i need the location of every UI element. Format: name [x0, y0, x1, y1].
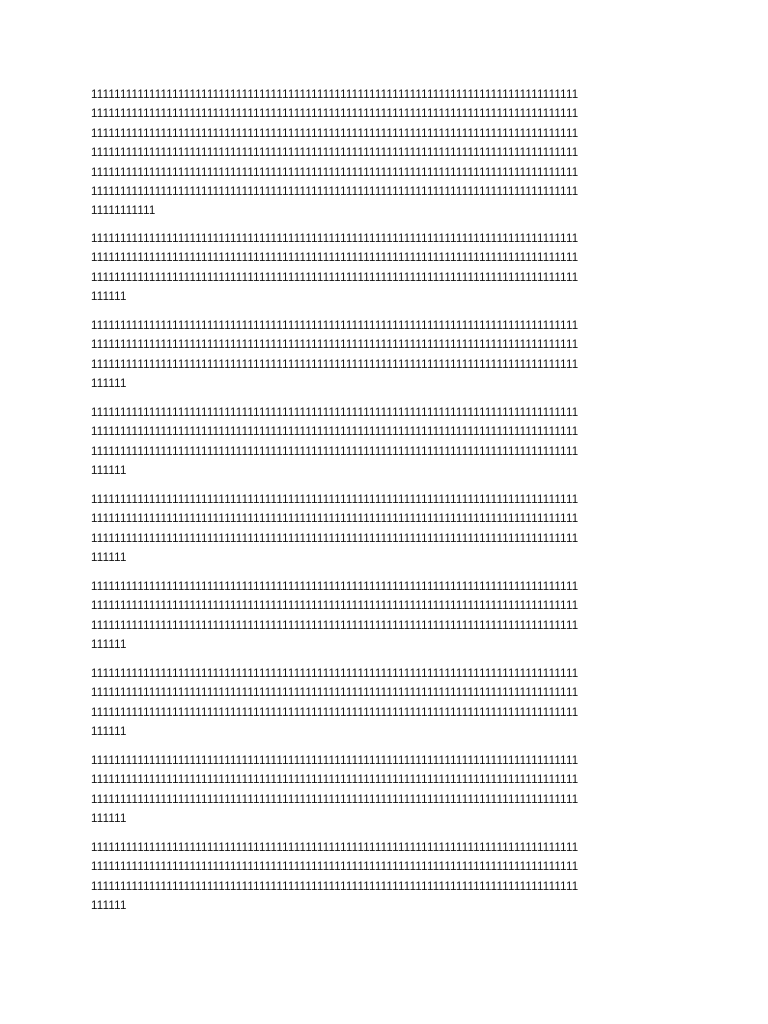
- text-line: 111111111111111111111111111111111111111111111111111111111111111111111111111111111111: [91, 668, 579, 680]
- text-line: 111111111111111111111111111111111111111111111111111111111111111111111111111111111111: [91, 320, 579, 332]
- paragraph-4: [91, 404, 691, 482]
- paragraph-5: [91, 491, 691, 569]
- text-line: 111111111111111111111111111111111111111111111111111111111111111111111111111111111111: [91, 358, 579, 371]
- text-line: 111111111111111111111111111111111111111111111111111111111111111111111111111111111111: [91, 532, 579, 545]
- text-line: 111111: [91, 465, 127, 478]
- paragraph-9: [91, 839, 691, 917]
- paragraph-8: [91, 752, 691, 830]
- paragraph-6: [91, 578, 691, 656]
- text-line: 111111111111111111111111111111111111111111111111111111111111111111111111111111111111: [91, 339, 579, 352]
- text-line: 111111111111111111111111111111111111111111111111111111111111111111111111111111111111: [91, 600, 579, 613]
- text-line: 111111111111111111111111111111111111111111111111111111111111111111111111111111111111: [91, 494, 579, 506]
- text-line: 111111111111111111111111111111111111111111111111111111111111111111111111111111111111: [91, 233, 579, 245]
- text-line: 111111111111111111111111111111111111111111111111111111111111111111111111111111111111: [91, 774, 579, 787]
- text-line: 111111111111111111111111111111111111111111111111111111111111111111111111111111111111: [91, 880, 579, 893]
- text-line: 111111: [91, 552, 127, 565]
- text-line: 111111111111111111111111111111111111111111111111111111111111111111111111111111111111: [91, 619, 579, 632]
- text-line: 111111111111111111111111111111111111111111111111111111111111111111111111111111111111: [91, 185, 579, 198]
- text-line: 111111111111111111111111111111111111111111111111111111111111111111111111111111111111: [91, 108, 579, 121]
- text-line: 111111111111111111111111111111111111111111111111111111111111111111111111111111111111: [91, 166, 579, 179]
- text-line: 111111: [91, 639, 127, 652]
- paragraph-3: [91, 317, 691, 395]
- text-line: 111111111111111111111111111111111111111111111111111111111111111111111111111111111111: [91, 445, 579, 458]
- text-line: 111111111111111111111111111111111111111111111111111111111111111111111111111111111111: [91, 89, 579, 101]
- text-line: 111111111111111111111111111111111111111111111111111111111111111111111111111111111111: [91, 127, 579, 140]
- text-line: 111111: [91, 726, 127, 739]
- text-line: 111111111111111111111111111111111111111111111111111111111111111111111111111111111111: [91, 513, 579, 526]
- text-line: 111111: [91, 291, 127, 304]
- paragraph-7: [91, 665, 691, 743]
- text-line: 111111111111111111111111111111111111111111111111111111111111111111111111111111111111: [91, 407, 579, 419]
- text-line: 11111111111: [91, 205, 156, 218]
- text-line: 111111: [91, 900, 127, 913]
- text-line: 111111: [91, 378, 127, 391]
- text-line: 111111111111111111111111111111111111111111111111111111111111111111111111111111111111: [91, 426, 579, 439]
- text-line: 111111111111111111111111111111111111111111111111111111111111111111111111111111111111: [91, 252, 579, 265]
- text-line: 111111111111111111111111111111111111111111111111111111111111111111111111111111111111: [91, 755, 579, 767]
- text-line: 111111111111111111111111111111111111111111111111111111111111111111111111111111111111: [91, 271, 579, 284]
- paragraph-1: [91, 86, 691, 222]
- text-line: 111111111111111111111111111111111111111111111111111111111111111111111111111111111111: [91, 581, 579, 593]
- text-line: 111111: [91, 813, 127, 826]
- paragraph-2: [91, 230, 691, 308]
- text-line: 111111111111111111111111111111111111111111111111111111111111111111111111111111111111: [91, 147, 579, 160]
- text-line: 111111111111111111111111111111111111111111111111111111111111111111111111111111111111: [91, 842, 579, 854]
- text-line: 111111111111111111111111111111111111111111111111111111111111111111111111111111111111: [91, 706, 579, 719]
- text-line: 111111111111111111111111111111111111111111111111111111111111111111111111111111111111: [91, 793, 579, 806]
- text-line: 111111111111111111111111111111111111111111111111111111111111111111111111111111111111: [91, 687, 579, 700]
- text-line: 111111111111111111111111111111111111111111111111111111111111111111111111111111111111: [91, 861, 579, 874]
